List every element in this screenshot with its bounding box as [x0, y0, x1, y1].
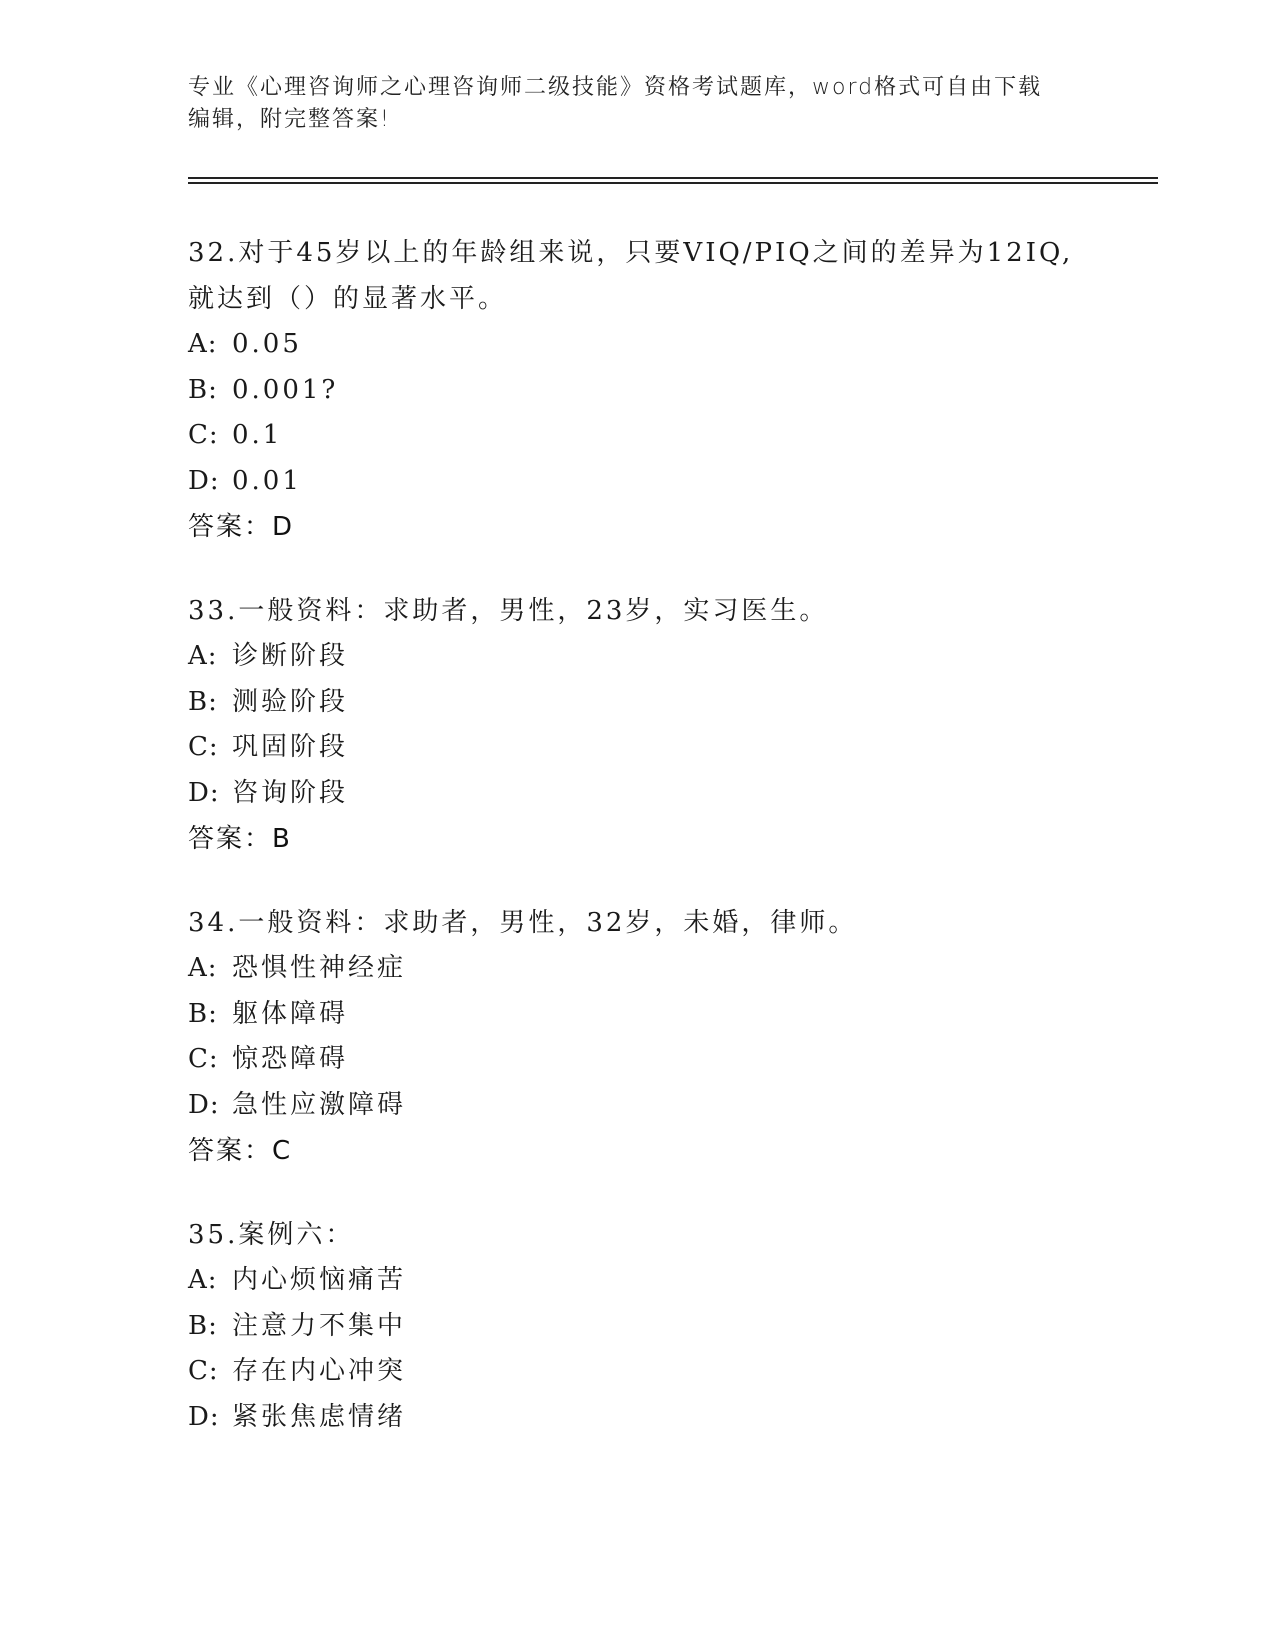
option-letter: D: — [188, 465, 220, 496]
option-letter: C: — [188, 732, 219, 762]
question-33 — [188, 588, 1138, 862]
option-text: 诊断阶段 — [232, 641, 349, 671]
option-letter: A: — [188, 641, 218, 671]
option-text: 巩固阶段 — [232, 732, 349, 762]
option-letter: A: — [188, 953, 218, 983]
answer-label: 答案：D — [188, 512, 295, 542]
option-text: 惊恐障碍 — [232, 1044, 349, 1074]
option-b — [188, 680, 1138, 726]
option-b — [188, 1304, 1138, 1350]
option-letter: D: — [188, 1089, 220, 1120]
option-letter: A: — [188, 329, 218, 359]
answer-label: 答案：C — [188, 1136, 293, 1166]
option-text: 0.1 — [232, 420, 283, 450]
option-letter: D: — [188, 777, 220, 808]
option-text: 注意力不集中 — [232, 1310, 407, 1341]
header-divider-top — [188, 177, 1158, 179]
option-a — [188, 634, 1138, 680]
option-c — [188, 725, 1138, 771]
option-d — [188, 1395, 1138, 1441]
header-line-2: 编辑，附完整答案! — [188, 107, 391, 132]
option-letter: C: — [188, 1044, 219, 1074]
option-text: 紧张焦虑情绪 — [232, 1401, 407, 1432]
option-text: 存在内心冲突 — [232, 1356, 407, 1386]
question-stem: 32.对于45岁以上的年龄组来说，只要VIQ/PIQ之间的差异为12IQ, — [188, 238, 1074, 268]
question-stem-continued: 就达到（）的显著水平。 — [188, 284, 508, 314]
question-35 — [188, 1212, 1138, 1440]
option-d — [188, 1083, 1138, 1129]
question-stem: 34.一般资料：求助者，男性，32岁，未婚，律师。 — [188, 908, 858, 938]
option-letter: B: — [188, 998, 218, 1029]
option-text: 咨询阶段 — [232, 777, 349, 808]
option-b — [188, 992, 1138, 1038]
option-text: 躯体障碍 — [232, 998, 349, 1029]
option-letter: C: — [188, 420, 219, 450]
option-b — [188, 368, 1138, 414]
option-text: 测验阶段 — [232, 686, 349, 717]
option-d — [188, 459, 1138, 505]
option-c — [188, 1349, 1138, 1395]
option-letter: B: — [188, 374, 218, 405]
option-text: 0.05 — [232, 329, 302, 359]
question-32 — [188, 230, 1138, 550]
question-stem: 35.案例六： — [188, 1220, 355, 1250]
header-divider-bottom — [188, 182, 1158, 184]
option-letter: A: — [188, 1265, 218, 1295]
option-c — [188, 1037, 1138, 1083]
header-line-1: 专业《心理咨询师之心理咨询师二级技能》资格考试题库，word格式可自由下载 — [188, 75, 1043, 100]
option-text: 恐惧性神经症 — [232, 953, 407, 983]
answer-label: 答案：B — [188, 824, 292, 854]
document-header — [188, 72, 1088, 136]
option-letter: D: — [188, 1401, 220, 1432]
option-a — [188, 322, 1138, 368]
option-a — [188, 1258, 1138, 1304]
option-text: 0.01 — [232, 465, 302, 496]
question-34 — [188, 900, 1138, 1174]
option-text: 内心烦恼痛苦 — [232, 1265, 407, 1295]
question-list — [188, 230, 1138, 1478]
option-letter: B: — [188, 686, 218, 717]
option-a — [188, 946, 1138, 992]
option-d — [188, 771, 1138, 817]
option-text: 0.001? — [232, 374, 339, 405]
question-stem: 33.一般资料：求助者，男性，23岁，实习医生。 — [188, 596, 829, 626]
option-letter: C: — [188, 1356, 219, 1386]
option-c — [188, 413, 1138, 459]
option-text: 急性应激障碍 — [232, 1089, 407, 1120]
option-letter: B: — [188, 1310, 218, 1341]
